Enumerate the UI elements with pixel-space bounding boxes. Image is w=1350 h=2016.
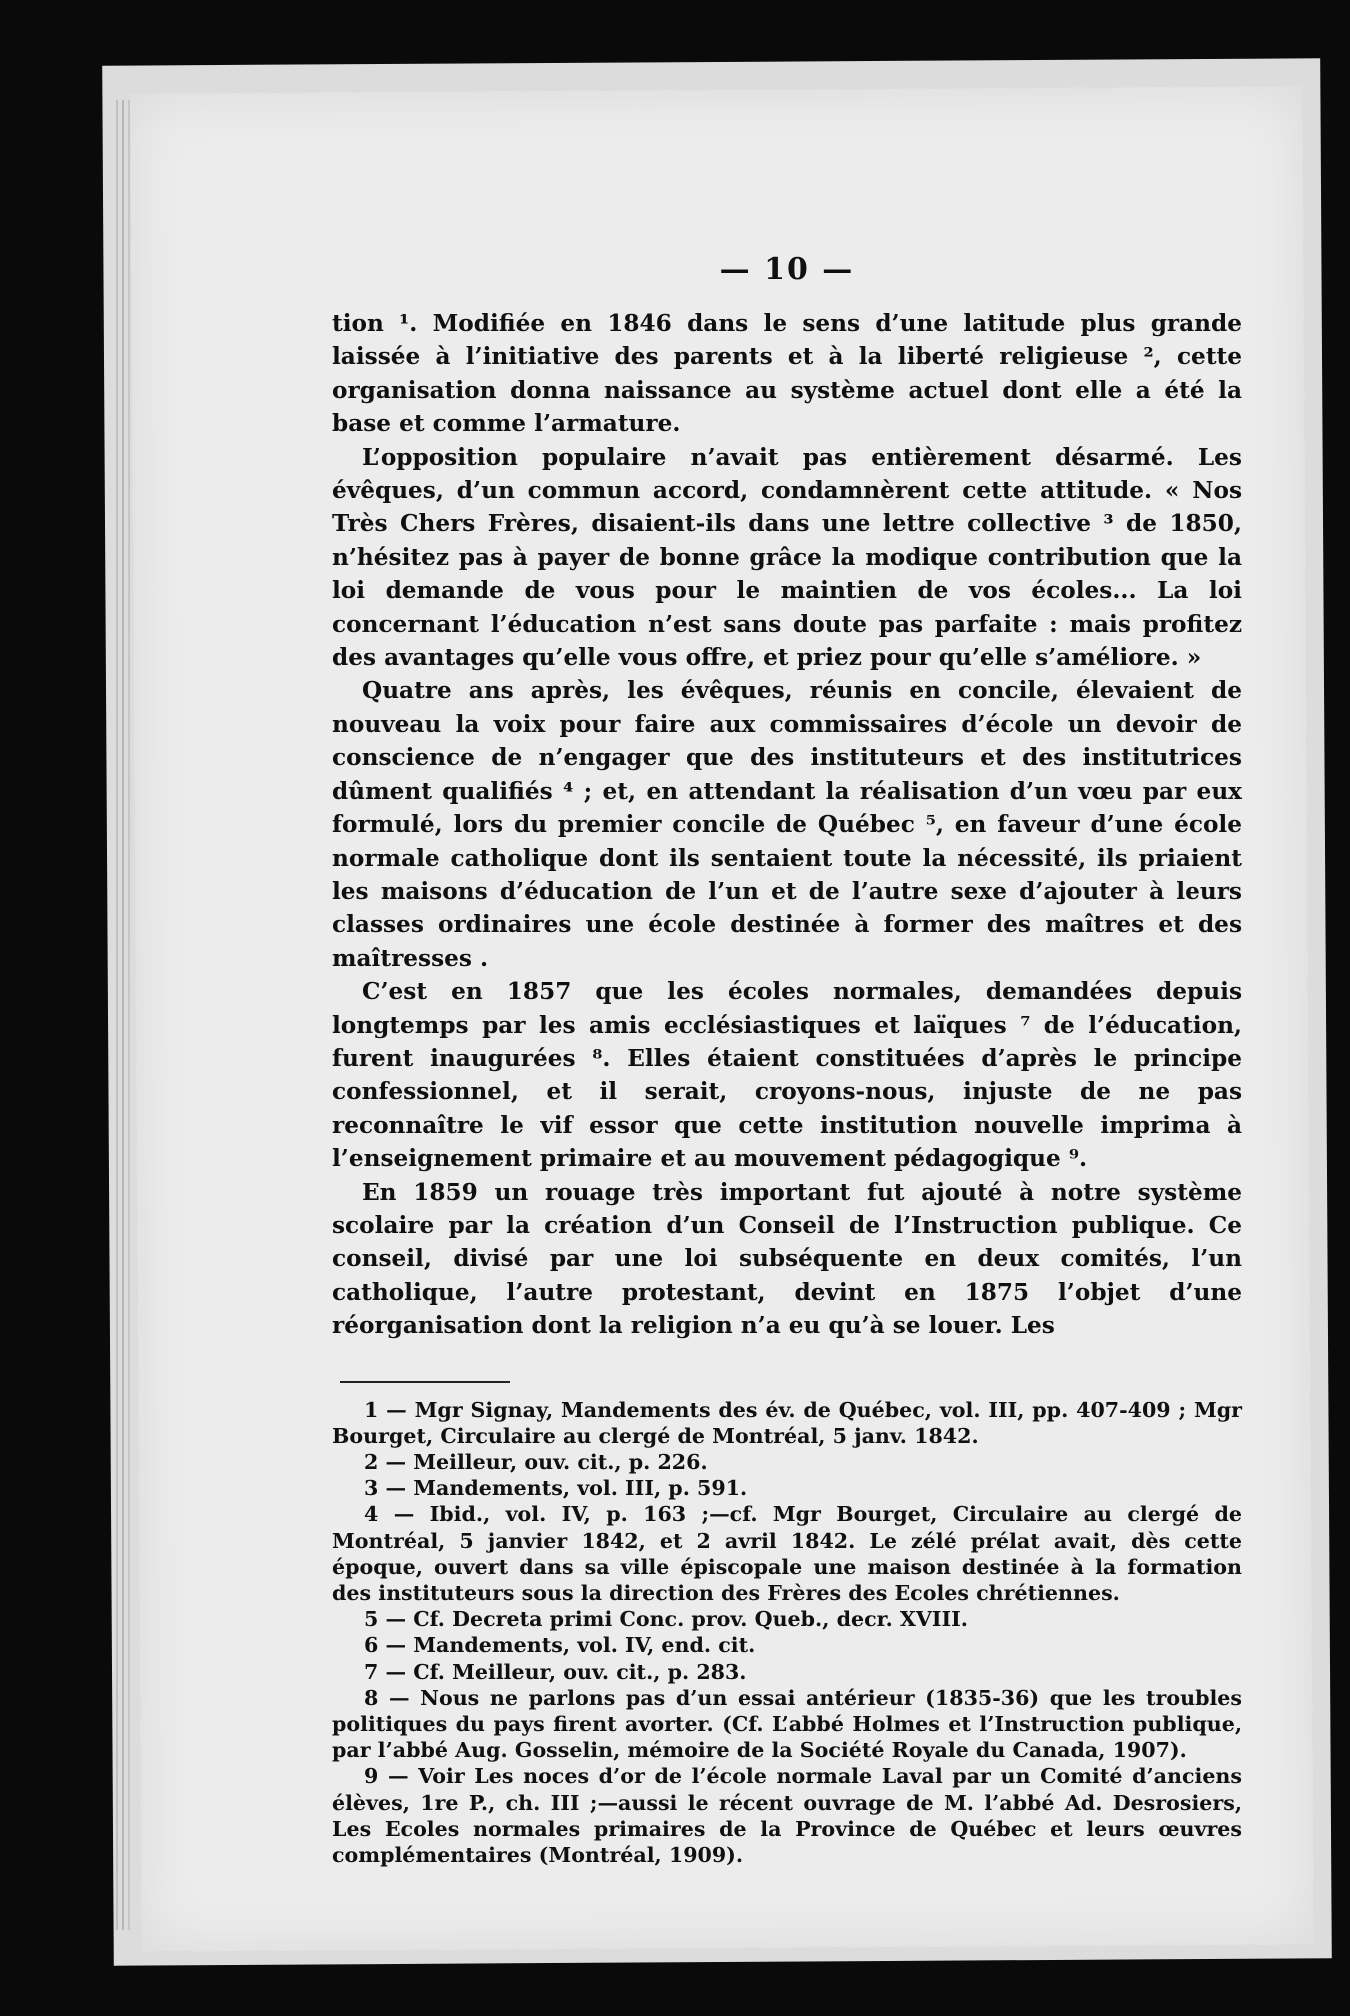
page-content: [332, 252, 1242, 1868]
paragraph: En 1859 un rouage très important fut ajouté à notre système scolaire par la création d’un Conseil de l’Instruction publique. Ce conseil, divisé par une loi subséquente en deux comités, l’un catholique, l’autre protestant, devint en 1875 l’objet d’une réorganisation dont la religion n’a eu qu’à se louer. Les: [332, 1178, 1242, 1340]
footnotes: [332, 1397, 1242, 1869]
paragraph: Quatre ans après, les évêques, réunis en concile, élevaient de nouveau la voix pour faire aux commissaires d’école un devoir de conscience de n’engager que des instituteurs et des institutrices dûment qualifiés ⁴ ; et, en attendant la réalisation d’un vœu par eux formulé, lors du premier concile de Québec ⁵, en faveur d’une école normale catholique dont ils sentaient toute la nécessité, ils priaient les maisons d’éducation de l’un et de l’autre sexe d’ajouter à leurs classes ordinaires une école destinée à former des maîtres et des maîtresses .: [332, 677, 1242, 972]
stacked-page-edge: [122, 100, 124, 1930]
footnote: 9 — Voir Les noces d’or de l’école normale Laval par un Comité d’anciens élèves, 1re P., ch. III ;—aussi le récent ouvrage de M. l’abbé Ad. Desrosiers, Les Ecoles normales primaires de la Province de Québec et leurs œuvres complémentaires (Montréal, 1909).: [332, 1764, 1242, 1868]
footnote: 2 — Meilleur, ouv. cit., p. 226.: [364, 1450, 708, 1474]
page-number: — 10 —: [719, 252, 855, 287]
footnote: 8 — Nous ne parlons pas d’un essai antérieur (1835-36) que les troubles politiques du pays firent avorter. (Cf. L’abbé Holmes et l’Instruction publique, par l’abbé Aug. Gosselin, mémoire de la Société Royale du Canada, 1907).: [332, 1685, 1242, 1763]
footnote: 3 — Mandements, vol. III, p. 591.: [364, 1476, 748, 1501]
paragraph: L’opposition populaire n’avait pas entièrement désarmé. Les évêques, d’un commun accord, condamnèrent cette attitude. « Nos Très Chers Frères, disaient-ils dans une lettre collective ³ de 1850, n’hésitez pas à payer de bonne grâce la modique contribution que la loi demande de vous pour le maintien de vos écoles... La loi concernant l’éducation n’est sans doute pas parfaite : mais profitez des avantages qu’elle vous offre, et priez pour qu’elle s’améliore. »: [332, 443, 1242, 672]
footnote: 5 — Cf. Decreta primi Conc. prov. Queb., decr. XVIII.: [364, 1607, 968, 1632]
stacked-page-edge: [116, 100, 118, 1930]
stacked-page-edge: [128, 100, 130, 1930]
footnote: 1 — Mgr Signay, Mandements des év. de Québec, vol. III, pp. 407-409 ; Mgr Bourget, Circulaire au clergé de Montréal, 5 janv. 1842.: [332, 1397, 1242, 1448]
body-text: [332, 307, 1242, 1343]
paragraph: C’est en 1857 que les écoles normales, demandées depuis longtemps par les amis ecclésiastiques et laïques ⁷ de l’éducation, furent inaugurées ⁸. Elles étaient constituées d’après le principe confessionnel, et il serait, croyons-nous, injuste de ne pas reconnaître le vif essor que cette institution nouvelle imprima à l’enseignement primaire et au mouvement pédagogique ⁹.: [332, 978, 1242, 1173]
footnote: 6 — Mandements, vol. IV, end. cit.: [364, 1633, 756, 1658]
footnote-divider: [340, 1381, 510, 1383]
footnote: 7 — Cf. Meilleur, ouv. cit., p. 283.: [364, 1659, 747, 1684]
footnote: 4 — Ibid., vol. IV, p. 163 ;—cf. Mgr Bourget, Circulaire au clergé de Montréal, 5 janvier 1842, et 2 avril 1842. Le zélé prélat avait, dès cette époque, ouvert dans sa ville épiscopale une maison destinée à la formation des instituteurs sous la direction des Frères des Ecoles chrétiennes.: [332, 1502, 1242, 1606]
paragraph: tion ¹. Modifiée en 1846 dans le sens d’une latitude plus grande laissée à l’initiative des parents et à la liberté religieuse ², cette organisation donna naissance au système actuel dont elle a été la base et comme l’armature.: [332, 310, 1242, 438]
